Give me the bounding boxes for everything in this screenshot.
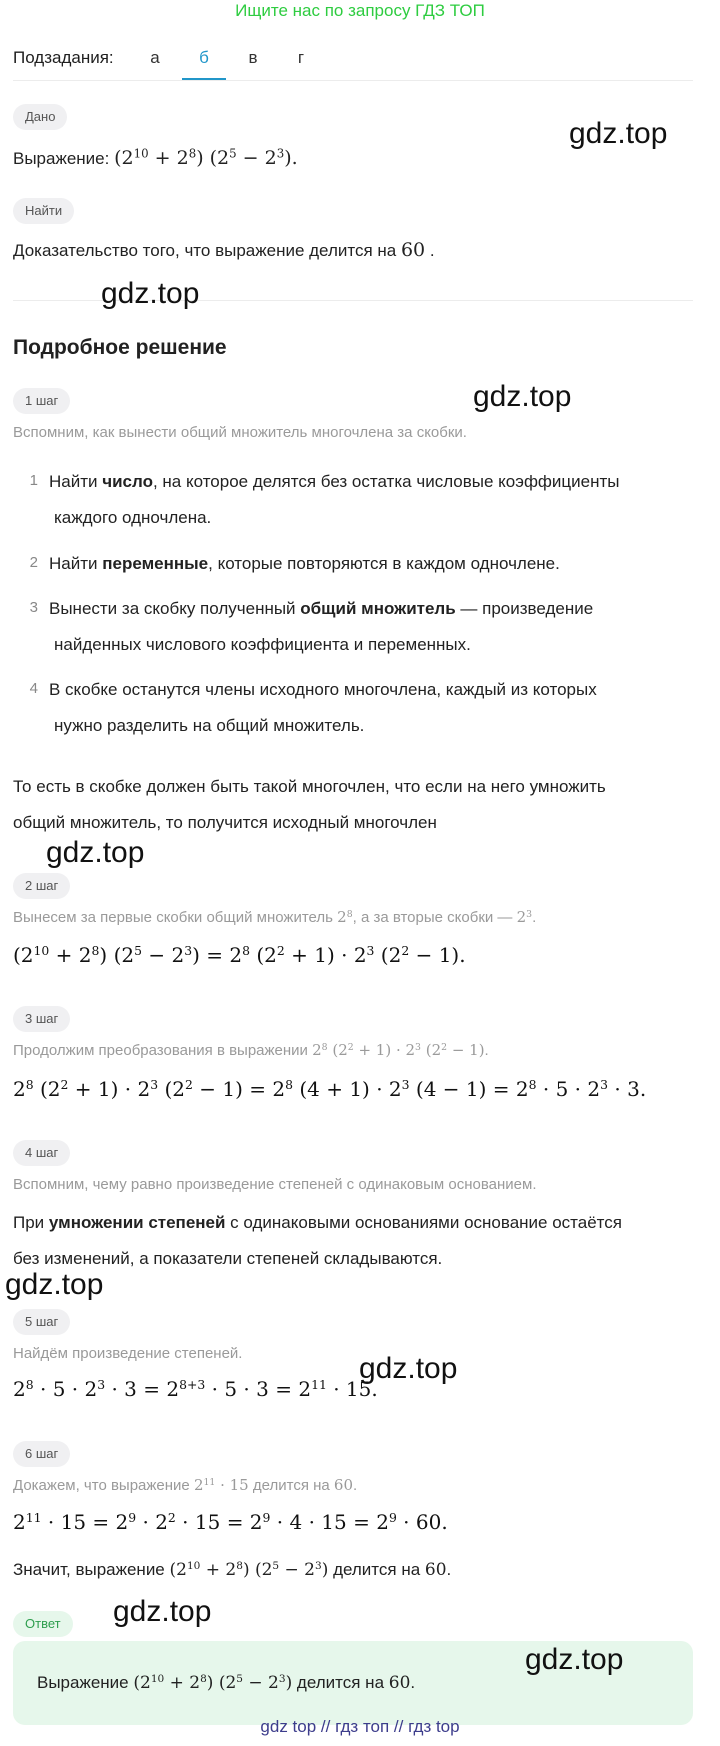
step2-chip: 2 шаг [13, 873, 70, 899]
watermark: gdz.top [359, 1352, 458, 1385]
tab-a[interactable]: а [150, 48, 160, 67]
step1-chip: 1 шаг [13, 388, 70, 414]
step5-hint: Найдём произведение степеней. [13, 1345, 243, 1362]
divider [13, 80, 693, 81]
step3-formula: $2^8$ $(2^2 + 1) \cdot 2^3$ $(2^2 - 1) = 2^8$ $(4 + 1) \cdot 2^3$ $(4 - 1) = 2^8 \cdot 5 \cdot 2^3 \cdot 3$. [13, 1077, 647, 1101]
list-item-number: 3 [29, 599, 38, 616]
footer-links[interactable]: gdz top // гдз топ // гдз top [260, 1717, 460, 1736]
solution-title: Подробное решение [13, 336, 227, 359]
find-number: 60 [400, 239, 426, 261]
list-item-number: 4 [29, 680, 38, 697]
watermark: gdz.top [569, 117, 668, 150]
list-item-line: Найти переменные, которые повторяются в каждом одночлене. [49, 554, 560, 573]
step4-chip: 4 шаг [13, 1140, 70, 1166]
list-item-number: 1 [29, 472, 38, 489]
step5-formula: $2^8 \cdot 5 \cdot 2^3 \cdot 3 = 2^{8+3} \cdot 5 \cdot 3 = 2^{11} \cdot 15$. [13, 1377, 378, 1401]
step1-paragraph-line1: То есть в скобке должен быть такой многочлен, что если на него умножить [13, 777, 606, 796]
list-item-line: Найти число, на которое делятся без остатка числовые коэффициенты [49, 472, 620, 491]
step1-hint: Вспомним, как вынести общий множитель многочлена за скобки. [13, 424, 467, 441]
step6-chip: 6 шаг [13, 1441, 70, 1467]
step1-paragraph-line2: общий множитель, то получится исходный многочлен [13, 813, 437, 832]
watermark: gdz.top [525, 1643, 624, 1676]
watermark: gdz.top [113, 1595, 212, 1628]
watermark: gdz.top [5, 1268, 104, 1301]
step6-conclusion: Значит, выражение $(2^{10} + 2^8) (2^5 - 2^3)$ делится на 60. [13, 1560, 452, 1580]
list-item-line: В скобке останутся члены исходного многочлена, каждый из которых [49, 680, 597, 699]
list-item-line: найденных числового коэффициента и переменных. [54, 635, 471, 654]
tab-b[interactable]: б [199, 48, 209, 67]
watermark: gdz.top [473, 380, 572, 413]
step6-hint: Докажем, что выражение $2^{11} \cdot 15$ делится на 60. [13, 1476, 358, 1494]
step3-hint: Продолжим преобразования в выражении $2^8$ $(2^2 + 1) \cdot 2^3$ $(2^2 - 1)$. [13, 1041, 489, 1059]
answer-text: Выражение $(2^{10} + 2^8) (2^5 - 2^3)$ делится на 60. [37, 1673, 416, 1693]
step6-formula: $2^{11} \cdot 15 = 2^9 \cdot 2^2 \cdot 15 = 2^9 \cdot 4 \cdot 15 = 2^9 \cdot 60$. [13, 1510, 448, 1534]
find-chip: Найти [13, 198, 74, 224]
given-chip: Дано [13, 104, 67, 130]
given-prefix: Выражение: [13, 149, 115, 168]
list-item-number: 2 [29, 554, 38, 571]
step4-hint: Вспомним, чему равно произведение степеней с одинаковым основанием. [13, 1176, 537, 1193]
watermark: gdz.top [101, 277, 200, 310]
step2-hint: Вынесем за первые скобки общий множитель $2^8$, а за вторые скобки — $2^3$. [13, 908, 537, 926]
step2-formula: $(2^{10} + 2^8) (2^5 - 2^3) = 2^8$ $(2^2 + 1) \cdot 2^3$ $(2^2 - 1)$. [13, 943, 466, 967]
list-item-line: каждого одночлена. [54, 508, 212, 527]
given-expression: $(2^{10} + 2^8) (2^5 - 2^3)$. [114, 146, 298, 169]
step4-rule-line1: При умножении степеней с одинаковыми основаниями основание остаётся [13, 1213, 622, 1232]
list-item-line: Вынести за скобку полученный общий множитель — произведение [49, 599, 594, 618]
find-text [13, 232, 435, 269]
search-banner: Ищите нас по запросу ГДЗ ТОП [235, 1, 485, 20]
subtasks-label: Подзадания: [13, 48, 114, 67]
watermark: gdz.top [46, 836, 145, 869]
answer-chip: Ответ [13, 1611, 73, 1637]
subtask-tabs [130, 40, 350, 80]
find-text-before: Доказательство того, что выражение делится на [13, 241, 401, 260]
step3-chip: 3 шаг [13, 1006, 70, 1032]
given-text [13, 140, 298, 177]
tab-v[interactable]: в [248, 48, 258, 67]
tab-g[interactable]: г [297, 48, 305, 67]
step4-rule-line2: без изменений, а показатели степеней складываются. [13, 1249, 443, 1268]
find-text-after: . [425, 241, 435, 260]
step5-chip: 5 шаг [13, 1309, 70, 1335]
list-item-line: нужно разделить на общий множитель. [54, 716, 365, 735]
